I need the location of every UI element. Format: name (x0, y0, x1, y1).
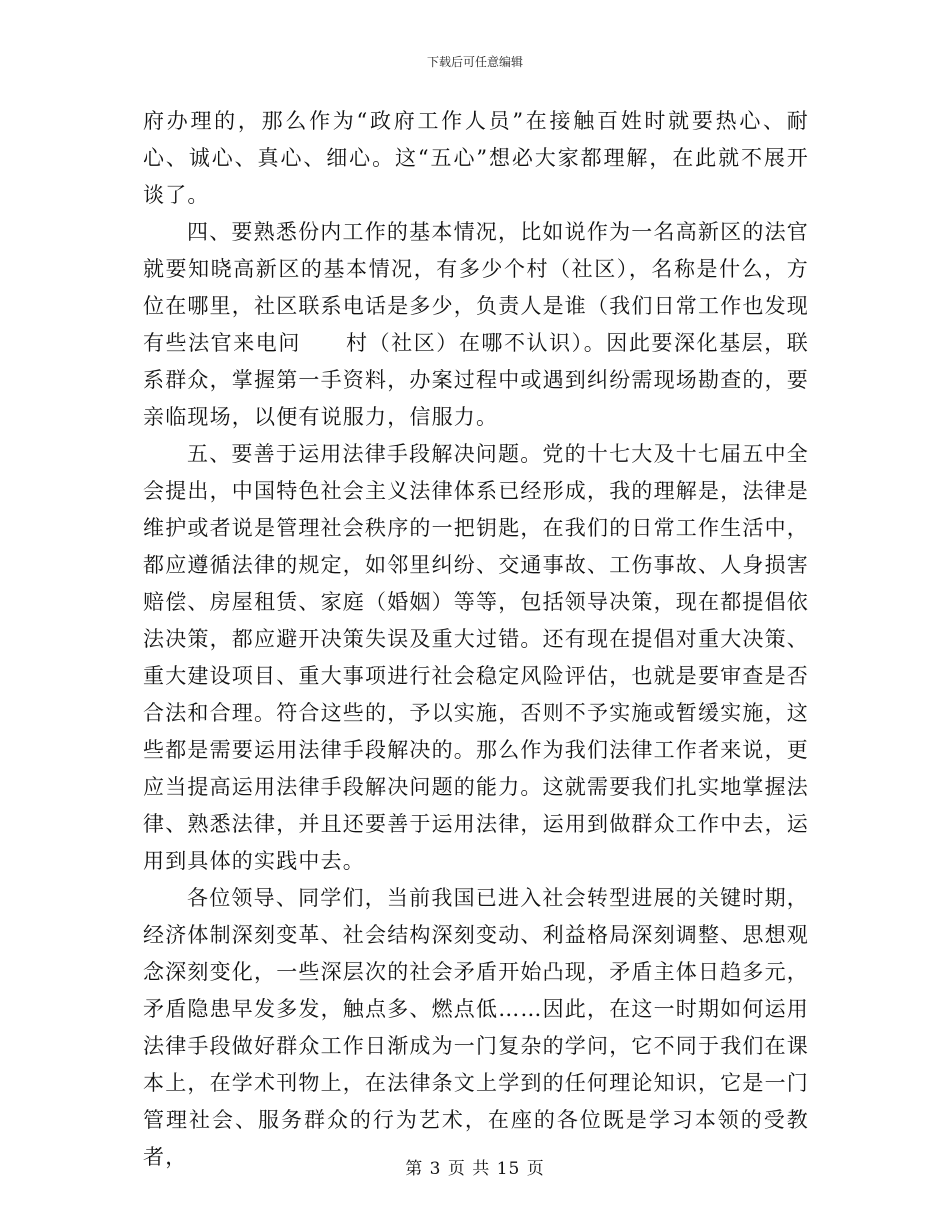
paragraph-4: 各位领导、同学们，当前我国已进入社会转型进展的关键时期，经济体制深刻变革、社会结构深刻变动、利益格局深刻调整、思想观念深刻变化，一些深层次的社会矛盾开始凸现，矛盾主体日趋多元，矛盾隐患早发多发，触点多、燃点低……因此，在这一时期如何运用法律手段做好群众工作日渐成为一门复杂的学问，它不同于我们在课本上，在学术刊物上，在法律条文上学到的任何理论知识，它是一门管理社会、服务群众的行为艺术，在座的各位既是学习本领的受教者， (143, 886, 809, 1169)
page-number: 第 3 页 共 15 页 (405, 1159, 545, 1179)
paragraph-3: 五、要善于运用法律手段解决问题。党的十七大及十七届五中全会提出，中国特色社会主义法律体系已经形成，我的理解是，法律是维护或者说是管理社会秩序的一把钥匙，在我们的日常工作生活中，都应遵循法律的规定，如邻里纠纷、交通事故、工伤事故、人身损害赔偿、房屋租赁、家庭（婚姻）等等，包括领导决策，现在都提倡依法决策，都应避开决策失误及重大过错。还有现在提倡对重大决策、重大建设项目、重大事项进行社会稳定风险评估，也就是要审查是否合法和合理。符合这些的，予以实施，否则不予实施或暂缓实施，这些都是需要运用法律手段解决的。那么作为我们法律工作者来说，更应当提高运用法律手段解决问题的能力。这就需要我们扎实地掌握法律、熟悉法律，并且还要善于运用法律，运用到做群众工作中去，运用到具体的实践中去。 (143, 442, 809, 873)
paragraph-2: 四、要熟悉份内工作的基本情况，比如说作为一名高新区的法官就要知晓高新区的基本情况，有多少个村（社区），名称是什么，方位在哪里，社区联系电话是多少，负责人是谁（我们日常工作也发现有些法官来电问 村（社区）在哪不认识）。因此要深化基层，联系群众，掌握第一手资料，办案过程中或遇到纠纷需现场勘查的，要亲临现场，以便有说服力，信服力。 (143, 220, 809, 429)
body-text (143, 103, 809, 1176)
page-header: 下载后可任意编辑 (426, 55, 523, 69)
paragraph-1: 府办理的，那么作为“政府工作人员”在接触百姓时就要热心、耐心、诚心、真心、细心。这“五心”想必大家都理解，在此就不展开谈了。 (143, 109, 809, 207)
